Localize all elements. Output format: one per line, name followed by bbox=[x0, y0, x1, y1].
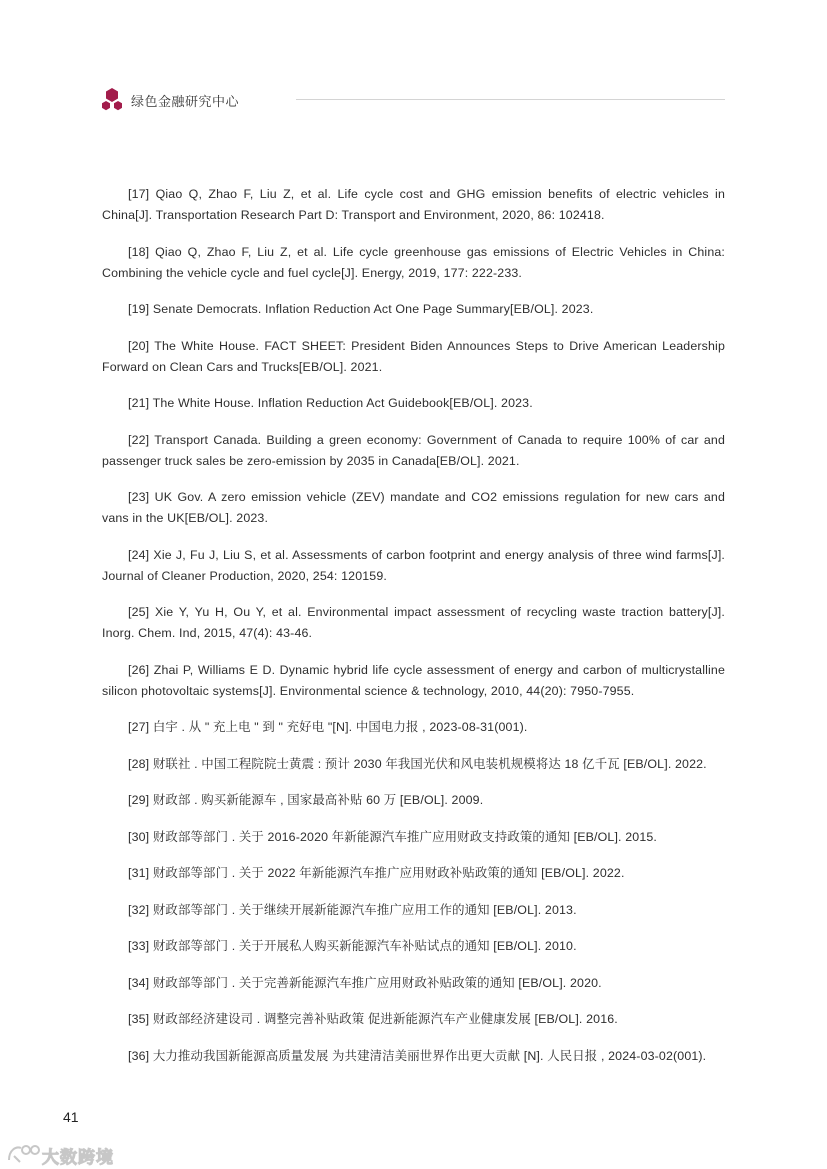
reference-item: [30] 财政部等部门 . 关于 2016-2020 年新能源汽车推广应用财政支持政策的通知 [EB/OL]. 2015. bbox=[128, 829, 657, 844]
reference-item: [24] Xie J, Fu J, Liu S, et al. Assessments of carbon footprint and energy analysis of three wind farms[J]. Journal of Cleaner Production, 2020, 254: 120159. bbox=[102, 547, 725, 583]
reference-item: [23] UK Gov. A zero emission vehicle (ZEV) mandate and CO2 emissions regulation for new cars and vans in the UK[EB/OL]. 2023. bbox=[102, 490, 725, 525]
reference-item: [29] 财政部 . 购买新能源车 , 国家最高补贴 60 万 [EB/OL]. 2009. bbox=[128, 793, 484, 807]
reference-item: [26] Zhai P, Williams E D. Dynamic hybrid life cycle assessment of energy and carbon of multicrystalline silicon photovoltaic systems[J]. Environmental science & technology, 2010, 44(20): 7950-7955. bbox=[102, 662, 725, 698]
header-divider bbox=[296, 99, 725, 100]
reference-item: [34] 财政部等部门 . 关于完善新能源汽车推广应用财政补贴政策的通知 [EB/OL]. 2020. bbox=[128, 975, 602, 990]
reference-item: [31] 财政部等部门 . 关于 2022 年新能源汽车推广应用财政补贴政策的通知 [EB/OL]. 2022. bbox=[128, 866, 625, 880]
reference-item: [17] Qiao Q, Zhao F, Liu Z, et al. Life cycle cost and GHG emission benefits of electric vehicles in China[J]. Transportation Research Part D: Transport and Environment, 2020, 86: 102418. bbox=[102, 187, 725, 222]
reference-item: [32] 财政部等部门 . 关于继续开展新能源汽车推广应用工作的通知 [EB/OL]. 2013. bbox=[128, 902, 577, 917]
page-header bbox=[101, 86, 725, 114]
watermark-text: 大数跨境 bbox=[42, 1148, 114, 1167]
reference-item: [36] 大力推动我国新能源高质量发展 为共建清洁美丽世界作出更大贡献 [N]. 人民日报 , 2024-03-02(001). bbox=[128, 1048, 707, 1063]
reference-item: [27] 白宇 . 从 " 充上电 " 到 " 充好电 "[N]. 中国电力报 , 2023-08-31(001). bbox=[128, 720, 528, 734]
reference-item: [35] 财政部经济建设司 . 调整完善补贴政策 促进新能源汽车产业健康发展 [EB/OL]. 2016. bbox=[128, 1012, 618, 1026]
reference-item: [28] 财联社 . 中国工程院院士黄震 : 预计 2030 年我国光伏和风电装机规模将达 18 亿千瓦 [EB/OL]. 2022. bbox=[128, 756, 707, 771]
reference-item: [20] The White House. FACT SHEET: President Biden Announces Steps to Drive American Leadership Forward on Clean Cars and Trucks[EB/OL]. 2021. bbox=[102, 338, 725, 374]
org-name: 绿色金融研究中心 bbox=[131, 94, 240, 109]
reference-item: [33] 财政部等部门 . 关于开展私人购买新能源汽车补贴试点的通知 [EB/OL]. 2010. bbox=[128, 939, 577, 953]
reference-item: [21] The White House. Inflation Reduction Act Guidebook[EB/OL]. 2023. bbox=[128, 396, 533, 410]
reference-item: [19] Senate Democrats. Inflation Reduction Act One Page Summary[EB/OL]. 2023. bbox=[128, 302, 594, 316]
reference-list bbox=[102, 184, 725, 1082]
page-number: 41 bbox=[63, 1109, 79, 1125]
reference-item: [22] Transport Canada. Building a green economy: Government of Canada to require 100% of car and passenger truck sales be zero-emission by 2035 in Canada[EB/OL]. 2021. bbox=[102, 432, 725, 468]
reference-item: [25] Xie Y, Yu H, Ou Y, et al. Environmental impact assessment of recycling waste traction battery[J]. Inorg. Chem. Ind, 2015, 47(4): 43-46. bbox=[102, 605, 725, 640]
reference-item: [18] Qiao Q, Zhao F, Liu Z, et al. Life cycle greenhouse gas emissions of Electric Vehicles in China: Combining the vehicle cycle and fuel cycle[J]. Energy, 2019, 177: 222-233. bbox=[102, 244, 725, 280]
watermark-logo-icon bbox=[6, 1142, 42, 1164]
watermark bbox=[6, 1142, 116, 1166]
hexagon-logo-icon bbox=[101, 88, 123, 112]
